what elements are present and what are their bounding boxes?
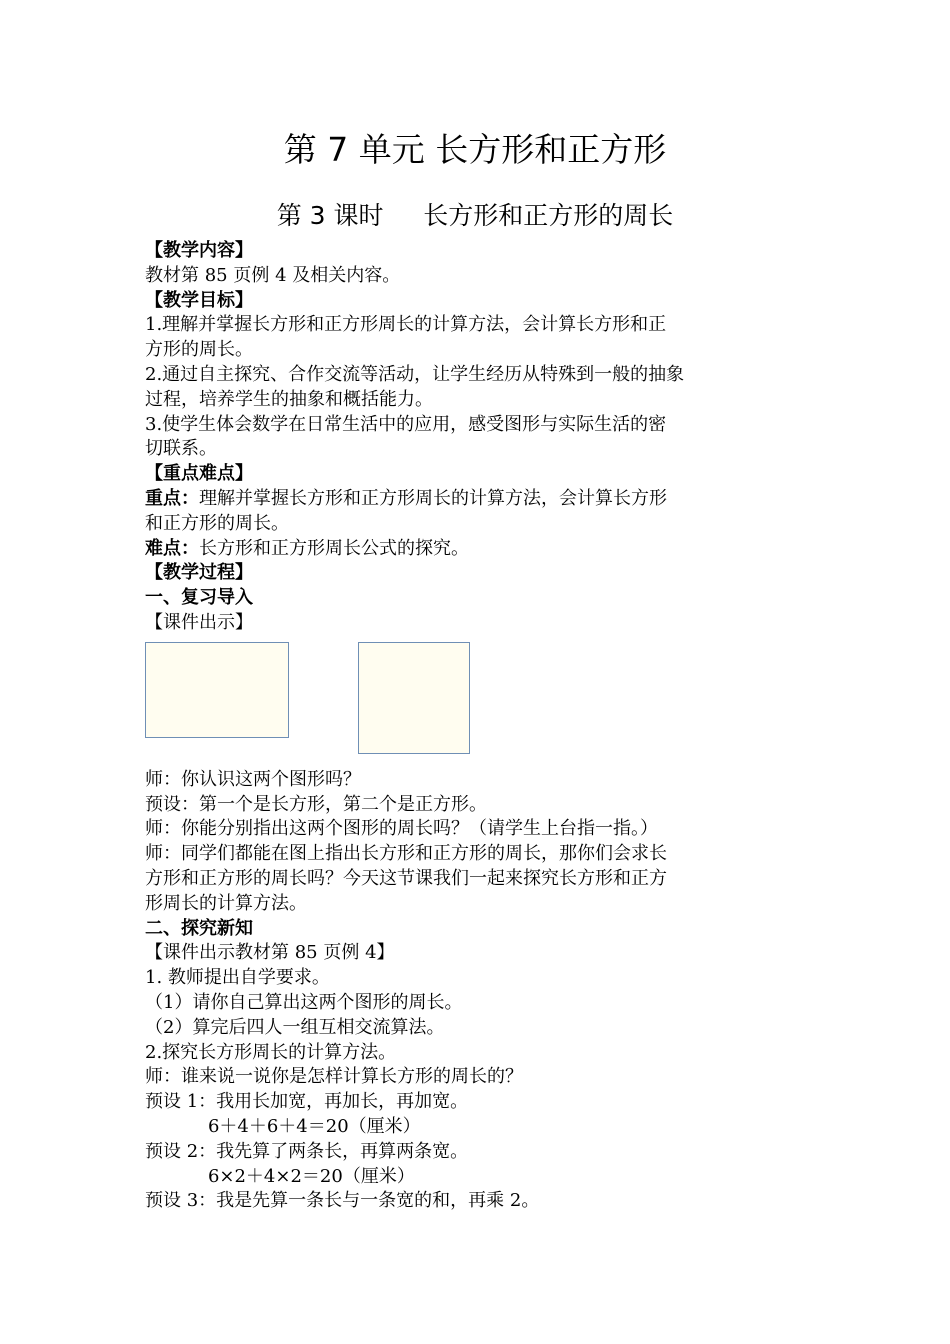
- text-line: 师：同学们都能在图上指出长方形和正方形的周长，那你们会求长: [145, 843, 667, 865]
- unit-title: 第 7 单元 长方形和正方形: [283, 130, 667, 169]
- text-line: 1. 教师提出自学要求。: [145, 967, 330, 989]
- text-line: 过程，培养学生的抽象和概括能力。: [145, 388, 433, 410]
- text-line: 2.探究长方形周长的计算方法。: [145, 1041, 397, 1063]
- text-line: 预设：第一个是长方形，第二个是正方形。: [145, 793, 487, 815]
- section-after-figures: [145, 768, 815, 1214]
- key-point-continued: 和正方形的周长。: [145, 512, 289, 534]
- difficult-point-text: 长方形和正方形周长公式的探究。: [199, 537, 469, 559]
- text-line: 【教学过程】: [145, 562, 253, 584]
- text-line: 预设 2：我先算了两条长，再算两条宽。: [145, 1140, 469, 1162]
- text-line: 【教学内容】: [145, 240, 253, 261]
- key-point-text: 理解并掌握长方形和正方形周长的计算方法，会计算长方形: [199, 487, 667, 509]
- key-point-label: 重点：: [145, 487, 199, 509]
- text-line: 6×2＋4×2＝20（厘米）: [145, 1165, 415, 1187]
- text-line: 切联系。: [145, 438, 217, 460]
- text-line: 二、探究新知: [145, 917, 253, 939]
- text-line: 【重点难点】: [145, 463, 253, 485]
- text-line: 方形的周长。: [145, 339, 253, 361]
- text-line: 【课件出示教材第 85 页例 4】: [145, 942, 395, 964]
- text-line: 方形和正方形的周长吗？今天这节课我们一起来探究长方形和正方: [145, 867, 667, 889]
- lesson-content: [145, 239, 815, 1214]
- text-line: 教材第 85 页例 4 及相关内容。: [145, 264, 401, 286]
- text-line: 【教学目标】: [145, 289, 253, 311]
- text-line: 预设 1：我用长加宽，再加长，再加宽。: [145, 1091, 469, 1113]
- text-line: 一、复习导入: [145, 587, 253, 609]
- key-point-line: [145, 487, 815, 512]
- text-line: 2.通过自主探究、合作交流等活动，让学生经历从特殊到一般的抽象: [145, 363, 685, 385]
- lesson-subtitle: 第 3 课时 长方形和正方形的周长: [276, 201, 674, 230]
- figures-area: [145, 640, 815, 768]
- text-line: 3.使学生体会数学在日常生活中的应用，感受图形与实际生活的密: [145, 413, 667, 435]
- text-line: （1）请你自己算出这两个图形的周长。: [145, 991, 463, 1013]
- text-line: 师：你认识这两个图形吗？: [145, 768, 361, 790]
- difficult-point-label: 难点：: [145, 537, 199, 559]
- section-review-intro: [145, 561, 815, 635]
- text-line: 【课件出示】: [145, 611, 253, 633]
- text-line: 形周长的计算方法。: [145, 892, 307, 914]
- text-line: 6＋4＋6＋4＝20（厘米）: [145, 1115, 421, 1137]
- text-line: 师：谁来说一说你是怎样计算长方形的周长的？: [145, 1066, 523, 1088]
- difficult-point-line: [145, 537, 815, 562]
- text-line: （2）算完后四人一组互相交流算法。: [145, 1016, 445, 1038]
- text-line: 预设 3：我是先算一条长与一条宽的和，再乘 2。: [145, 1190, 540, 1212]
- rectangle-figure: [145, 642, 289, 738]
- section-before-figures: [145, 239, 815, 487]
- text-line: 1.理解并掌握长方形和正方形周长的计算方法，会计算长方形和正: [145, 314, 667, 336]
- text-line: 师：你能分别指出这两个图形的周长吗？（请学生上台指一指。）: [145, 818, 658, 840]
- square-figure: [358, 642, 470, 754]
